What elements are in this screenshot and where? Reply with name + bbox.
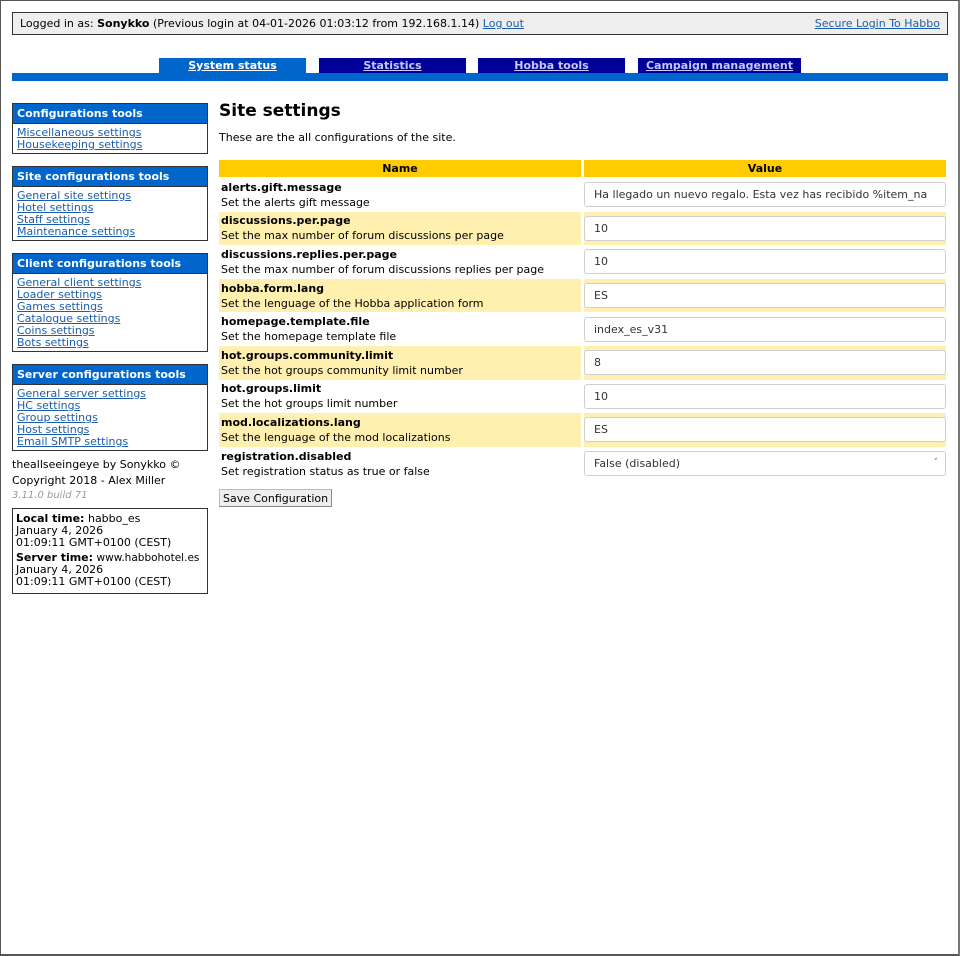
table-row xyxy=(219,178,946,212)
tab-campaign-management-link[interactable]: Campaign management xyxy=(645,59,794,72)
logout-link[interactable]: Log out xyxy=(482,17,524,30)
setting-name-cell xyxy=(219,212,581,246)
main-nav xyxy=(12,58,948,81)
setting-value-cell xyxy=(584,279,946,313)
table-row xyxy=(219,245,946,279)
secure-login-link[interactable]: Secure Login To Habbo xyxy=(814,17,940,30)
setting-key: homepage.template.file xyxy=(221,315,370,329)
setting-key: discussions.replies.per.page xyxy=(221,247,398,261)
table-row xyxy=(219,380,946,414)
save-configuration-button[interactable]: Save Configuration xyxy=(219,489,332,507)
page-title: Site settings xyxy=(219,101,341,121)
local-time-host: habbo_es xyxy=(87,512,141,525)
tab-statistics-link[interactable]: Statistics xyxy=(363,59,422,72)
sidebar-link-games[interactable]: Games settings xyxy=(17,300,103,313)
setting-value-cell xyxy=(584,178,946,212)
setting-name-cell xyxy=(219,279,581,313)
sidebar-section-title: Client configurations tools xyxy=(13,254,207,274)
setting-input[interactable]: 10 xyxy=(584,384,946,409)
setting-description: Set the lenguage of the Hobba application form xyxy=(221,296,484,310)
setting-input[interactable]: index_es_v31 xyxy=(584,317,946,342)
chevron-down-icon: ˅ xyxy=(933,458,938,469)
server-time-host: www.habbohotel.es xyxy=(96,552,200,564)
sidebar-link-email-smtp[interactable]: Email SMTP settings xyxy=(17,435,129,448)
setting-value-cell xyxy=(584,212,946,246)
setting-name-cell xyxy=(219,447,581,481)
setting-select-value: False (disabled) xyxy=(594,457,680,471)
sidebar-link-group[interactable]: Group settings xyxy=(17,411,98,424)
setting-value-cell xyxy=(584,312,946,346)
tab-statistics[interactable] xyxy=(319,58,466,73)
setting-key: hobba.form.lang xyxy=(221,281,325,295)
page-intro: These are the all configurations of the site. xyxy=(219,131,456,144)
setting-select[interactable] xyxy=(584,451,946,476)
tab-hobba-tools-link[interactable]: Hobba tools xyxy=(514,59,589,72)
sidebar-link-catalogue[interactable]: Catalogue settings xyxy=(17,312,121,325)
sidebar-link-maintenance[interactable]: Maintenance settings xyxy=(17,225,136,238)
local-date: January 4, 2026 xyxy=(16,524,104,537)
sidebar-section-title: Configurations tools xyxy=(13,104,207,124)
sidebar-link-hotel[interactable]: Hotel settings xyxy=(17,201,94,214)
setting-name-cell xyxy=(219,178,581,212)
setting-input[interactable]: ES xyxy=(584,417,946,442)
setting-input[interactable]: 10 xyxy=(584,216,946,241)
sidebar-link-miscellaneous[interactable]: Miscellaneous settings xyxy=(17,126,142,139)
table-row xyxy=(219,447,946,481)
server-time-block xyxy=(16,552,204,588)
sidebar-link-loader[interactable]: Loader settings xyxy=(17,288,103,301)
setting-input[interactable]: ES xyxy=(584,283,946,308)
sidebar-link-general-server[interactable]: General server settings xyxy=(17,387,147,400)
setting-description: Set the max number of forum discussions replies per page xyxy=(221,262,545,276)
tab-system-status-link[interactable]: System status xyxy=(188,59,277,72)
column-header-name: Name xyxy=(219,160,581,178)
setting-value-cell xyxy=(584,380,946,414)
setting-input[interactable]: Ha llegado un nuevo regalo. Esta vez has recibido %item_na xyxy=(584,182,946,207)
local-time: 01:09:11 GMT+0100 (CEST) xyxy=(16,536,172,549)
setting-key: registration.disabled xyxy=(221,449,352,463)
server-date: January 4, 2026 xyxy=(16,563,104,576)
setting-name-cell xyxy=(219,413,581,447)
setting-key: discussions.per.page xyxy=(221,214,351,228)
setting-description: Set the lenguage of the mod localizations xyxy=(221,430,451,444)
setting-value-cell xyxy=(584,447,946,481)
setting-description: Set the hot groups limit number xyxy=(221,397,398,411)
table-row xyxy=(219,312,946,346)
setting-input[interactable]: 8 xyxy=(584,350,946,375)
setting-description: Set the hot groups community limit number xyxy=(221,363,463,377)
credits-line-2: Copyright 2018 - Alex Miller xyxy=(12,474,166,487)
setting-name-cell xyxy=(219,245,581,279)
setting-key: mod.localizations.lang xyxy=(221,415,361,429)
setting-key: hot.groups.limit xyxy=(221,382,322,396)
main-content xyxy=(219,100,946,507)
setting-description: Set the max number of forum discussions per page xyxy=(221,229,504,243)
sidebar-link-host[interactable]: Host settings xyxy=(17,423,90,436)
column-header-value: Value xyxy=(584,160,946,178)
credits-line-1: theallseeingeye by Sonykko © xyxy=(12,458,181,471)
setting-value-cell xyxy=(584,245,946,279)
sidebar-link-bots[interactable]: Bots settings xyxy=(17,336,89,349)
tab-system-status[interactable] xyxy=(159,58,306,73)
setting-name-cell xyxy=(219,380,581,414)
setting-name-cell xyxy=(219,312,581,346)
setting-description: Set the homepage template file xyxy=(221,330,397,344)
time-box xyxy=(12,508,208,594)
server-time: 01:09:11 GMT+0100 (CEST) xyxy=(16,575,172,588)
setting-input[interactable]: 10 xyxy=(584,249,946,274)
setting-key: alerts.gift.message xyxy=(221,180,342,194)
setting-description: Set registration status as true or false xyxy=(221,464,430,478)
table-row xyxy=(219,346,946,380)
sidebar-link-coins[interactable]: Coins settings xyxy=(17,324,95,337)
sidebar xyxy=(12,103,208,594)
tab-campaign-management[interactable] xyxy=(638,58,801,73)
setting-name-cell xyxy=(219,346,581,380)
table-row xyxy=(219,279,946,313)
sidebar-link-general-client[interactable]: General client settings xyxy=(17,276,142,289)
settings-table xyxy=(216,160,949,480)
setting-value-cell xyxy=(584,346,946,380)
setting-key: hot.groups.community.limit xyxy=(221,348,394,362)
version-label: 3.11.0 build 71 xyxy=(12,490,88,501)
logged-in-label: Logged in as: xyxy=(20,17,94,30)
sidebar-link-hc[interactable]: HC settings xyxy=(17,399,81,412)
tab-hobba-tools[interactable] xyxy=(478,58,625,73)
sidebar-section-title: Server configurations tools xyxy=(13,365,207,385)
sidebar-section-configurations xyxy=(12,103,208,154)
sidebar-section-server xyxy=(12,364,208,451)
previous-login-info: (Previous login at 04-01-2026 01:03:12 from 192.168.1.14) xyxy=(152,17,480,30)
credits xyxy=(12,457,208,503)
local-time-block xyxy=(16,513,204,549)
sidebar-section-title: Site configurations tools xyxy=(13,167,207,187)
server-time-label: Server time: xyxy=(16,551,94,564)
sidebar-section-site xyxy=(12,166,208,241)
username: Sonykko xyxy=(97,17,150,30)
table-row xyxy=(219,212,946,246)
setting-value-cell xyxy=(584,413,946,447)
sidebar-section-client xyxy=(12,253,208,352)
sidebar-link-general-site[interactable]: General site settings xyxy=(17,189,132,202)
login-bar xyxy=(12,12,948,35)
table-row xyxy=(219,413,946,447)
local-time-label: Local time: xyxy=(16,512,85,525)
nav-bar xyxy=(12,73,948,81)
sidebar-link-housekeeping[interactable]: Housekeeping settings xyxy=(17,138,143,151)
setting-description: Set the alerts gift message xyxy=(221,195,370,209)
sidebar-link-staff[interactable]: Staff settings xyxy=(17,213,90,226)
